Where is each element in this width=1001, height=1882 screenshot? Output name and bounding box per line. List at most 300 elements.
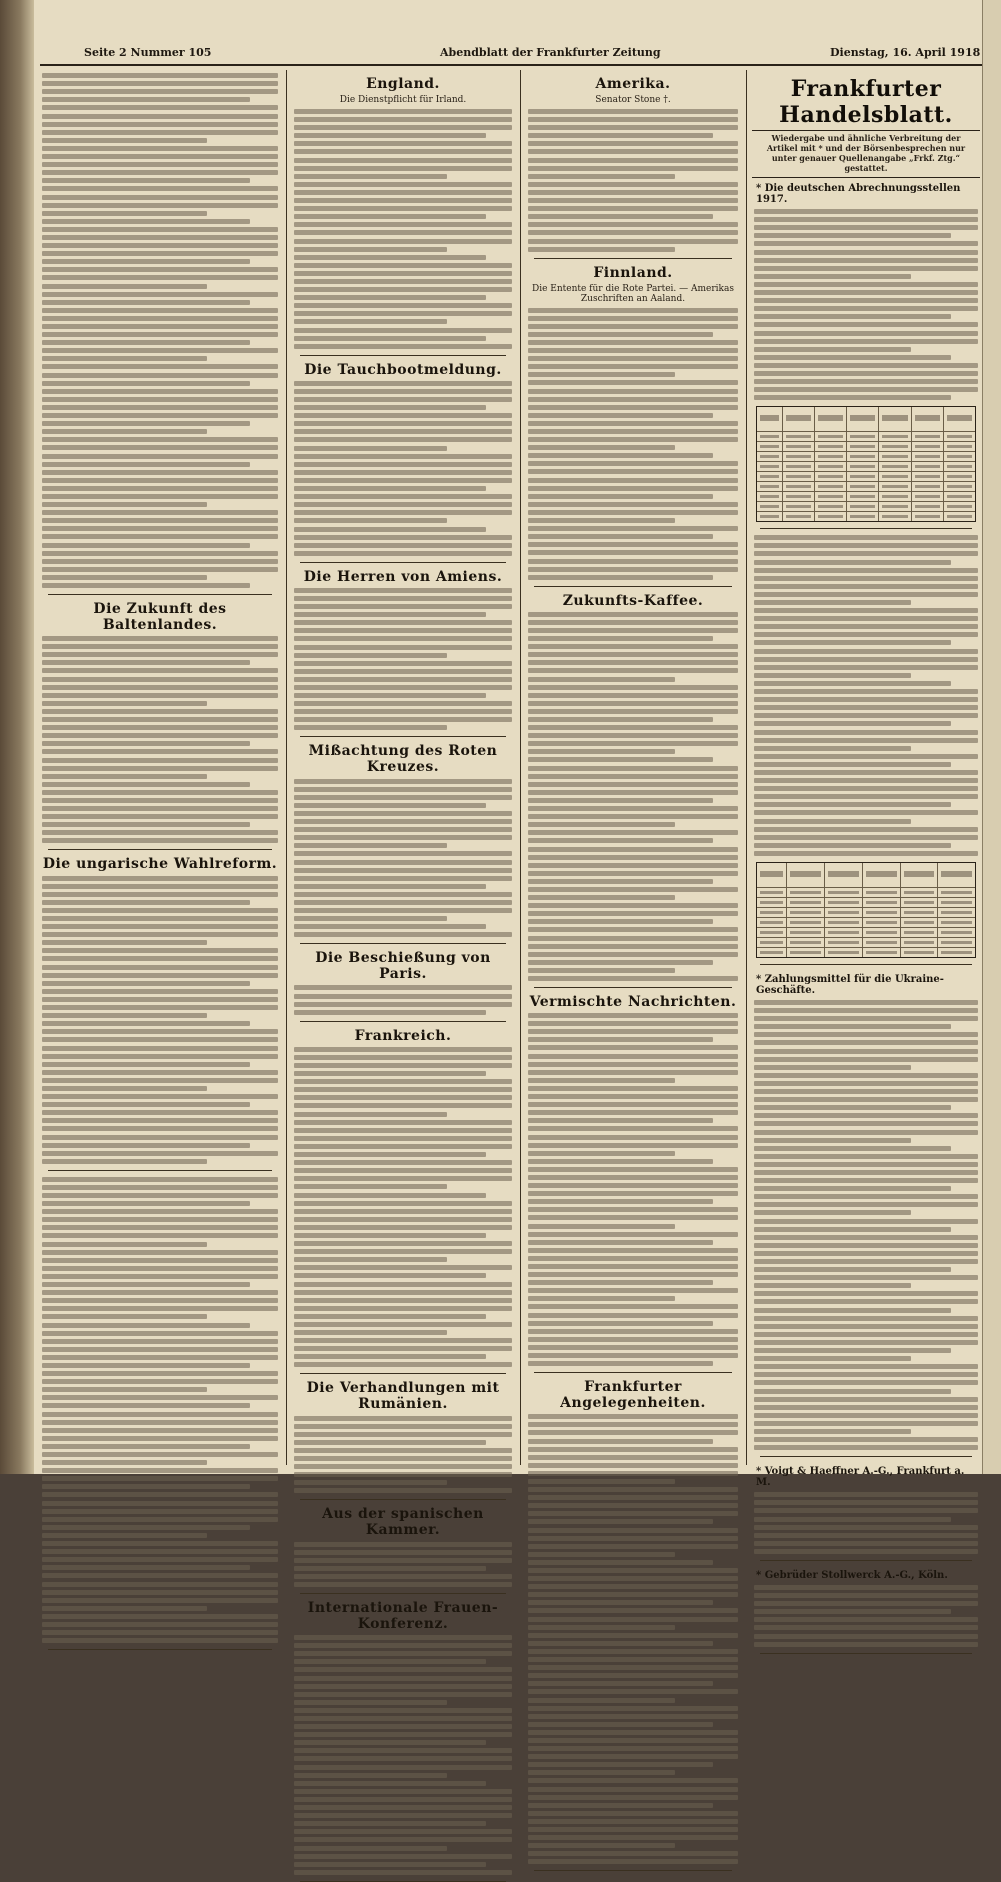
text-line	[528, 1224, 675, 1229]
text-line	[528, 1183, 738, 1188]
text-line	[528, 1102, 738, 1107]
text-line	[42, 830, 278, 835]
article-body	[40, 73, 280, 588]
book-binding	[0, 0, 34, 1474]
text-line	[294, 1635, 512, 1640]
text-line	[42, 534, 278, 539]
text-line	[528, 1528, 738, 1533]
text-line	[294, 1193, 486, 1198]
text-line	[294, 405, 486, 410]
text-line	[754, 810, 978, 815]
text-line	[528, 1568, 738, 1573]
text-line	[754, 355, 951, 360]
text-line	[528, 1649, 738, 1654]
text-line	[42, 1557, 278, 1562]
statistics-table	[756, 862, 976, 958]
text-line	[528, 1045, 738, 1050]
text-line	[528, 1037, 713, 1042]
text-line	[528, 1264, 738, 1269]
text-line	[294, 892, 512, 897]
text-line	[528, 445, 675, 450]
text-line	[294, 1472, 512, 1477]
text-line	[42, 876, 278, 881]
text-line	[42, 1177, 278, 1182]
text-line	[528, 952, 738, 957]
text-line	[528, 575, 713, 580]
text-line	[42, 1201, 250, 1206]
text-line	[42, 1005, 278, 1010]
text-line	[294, 1282, 512, 1287]
text-line	[42, 251, 278, 256]
text-line	[528, 125, 738, 130]
text-line	[294, 1314, 486, 1319]
text-line	[42, 316, 278, 321]
text-line	[294, 1225, 512, 1230]
text-line	[528, 1207, 738, 1212]
text-line	[528, 871, 738, 876]
text-line	[754, 1332, 978, 1337]
text-line	[42, 1151, 278, 1156]
text-line	[294, 311, 512, 316]
text-line	[528, 380, 738, 385]
article-subheadline: Senator Stone †.	[595, 95, 671, 105]
text-line	[42, 1159, 207, 1164]
text-line	[42, 356, 207, 361]
text-line	[528, 798, 713, 803]
text-line	[42, 1339, 278, 1344]
text-line	[42, 668, 278, 673]
text-line	[528, 1495, 738, 1500]
text-line	[42, 203, 278, 208]
text-line	[754, 1437, 978, 1442]
text-line	[42, 749, 278, 754]
text-line	[754, 241, 978, 246]
text-line	[528, 1673, 738, 1678]
text-line	[42, 1420, 278, 1425]
text-line	[42, 235, 278, 240]
text-line	[42, 1573, 278, 1578]
text-line	[42, 1029, 278, 1034]
text-line	[528, 1592, 738, 1597]
text-line	[528, 1487, 738, 1492]
text-line	[42, 421, 250, 426]
text-line	[294, 454, 512, 459]
text-line	[528, 1422, 738, 1427]
text-line	[42, 308, 278, 313]
text-line	[528, 1770, 675, 1775]
text-line	[754, 746, 911, 751]
text-line	[528, 356, 738, 361]
text-line	[754, 1500, 978, 1505]
article-body	[526, 308, 740, 580]
text-line	[754, 1299, 978, 1304]
text-line	[528, 960, 713, 965]
text-line	[294, 1582, 512, 1587]
text-line	[528, 214, 713, 219]
text-line	[528, 806, 738, 811]
text-line	[42, 1126, 278, 1131]
text-line	[42, 146, 278, 151]
text-line	[42, 1444, 250, 1449]
text-line	[754, 1008, 978, 1013]
text-line	[754, 827, 978, 832]
text-line	[294, 1346, 512, 1351]
article-body	[292, 1542, 514, 1587]
article-body	[526, 612, 740, 981]
text-line	[42, 956, 278, 961]
text-line	[42, 97, 250, 102]
text-line	[528, 1118, 713, 1123]
section-divider	[760, 528, 972, 529]
text-line	[294, 636, 512, 641]
text-line	[42, 105, 278, 110]
text-line	[42, 725, 278, 730]
text-line	[42, 790, 278, 795]
text-line	[294, 900, 512, 905]
text-line	[528, 526, 738, 531]
text-line	[42, 292, 278, 297]
text-line	[294, 884, 486, 889]
section-divider	[300, 1593, 506, 1594]
text-line	[528, 668, 738, 673]
text-line	[42, 1622, 278, 1627]
text-line	[754, 387, 978, 392]
text-line	[528, 1021, 738, 1026]
article-body	[526, 1013, 740, 1366]
text-line	[528, 1175, 738, 1180]
text-line	[294, 916, 447, 921]
article-body	[752, 535, 980, 856]
text-line	[42, 1501, 278, 1506]
text-line	[528, 1576, 738, 1581]
article-headline: Frankreich.	[354, 1027, 452, 1044]
text-line	[528, 903, 738, 908]
text-line	[754, 1073, 978, 1078]
text-line	[42, 1225, 278, 1230]
text-line	[754, 1243, 978, 1248]
text-line	[42, 405, 278, 410]
text-line	[294, 381, 512, 386]
text-line	[528, 1439, 713, 1444]
text-line	[754, 1178, 978, 1183]
text-line	[528, 725, 738, 730]
section-divider	[534, 586, 732, 587]
text-line	[42, 1460, 207, 1465]
text-line	[294, 1424, 512, 1429]
text-line	[42, 324, 278, 329]
text-line	[42, 1331, 278, 1336]
column-1	[40, 70, 280, 1465]
text-line	[528, 1503, 738, 1508]
text-line	[42, 284, 207, 289]
text-line	[294, 653, 447, 658]
text-line	[754, 1617, 978, 1622]
text-line	[42, 130, 278, 135]
text-line	[294, 1870, 512, 1875]
text-line	[754, 584, 978, 589]
text-line	[294, 932, 512, 937]
text-line	[294, 1456, 512, 1461]
text-line	[528, 1625, 675, 1630]
text-line	[294, 588, 512, 593]
text-line	[42, 1525, 250, 1530]
text-line	[528, 1738, 738, 1743]
text-line	[42, 1314, 207, 1319]
text-line	[754, 225, 978, 230]
text-line	[754, 754, 978, 759]
article-headline: Die Verhandlungen mit Rumänien.	[306, 1380, 500, 1413]
text-line	[42, 1086, 207, 1091]
text-line	[528, 628, 738, 633]
text-line	[42, 373, 278, 378]
text-line	[528, 1329, 738, 1334]
text-line	[294, 462, 512, 467]
text-line	[294, 628, 512, 633]
text-line	[42, 1054, 278, 1059]
text-line	[754, 1316, 978, 1321]
text-line	[528, 1778, 738, 1783]
text-line	[754, 1283, 911, 1288]
text-line	[42, 1517, 278, 1522]
article-body	[40, 636, 280, 843]
text-line	[42, 445, 278, 450]
article-headline: * Gebrüder Stollwerck A.-G., Köln.	[756, 1569, 948, 1581]
text-line	[42, 340, 250, 345]
text-line	[42, 551, 278, 556]
section-divider	[300, 736, 506, 737]
text-line	[528, 830, 738, 835]
text-line	[528, 222, 738, 227]
text-line	[42, 267, 278, 272]
text-line	[294, 612, 486, 617]
text-line	[42, 1533, 207, 1538]
text-line	[528, 1361, 713, 1366]
text-line	[754, 395, 951, 400]
text-line	[528, 1126, 738, 1131]
text-line	[528, 1272, 738, 1277]
text-line	[294, 1241, 512, 1246]
text-line	[294, 1558, 512, 1563]
text-line	[42, 300, 250, 305]
text-line	[42, 1185, 278, 1190]
text-line	[294, 502, 512, 507]
text-line	[42, 1078, 278, 1083]
text-line	[42, 567, 278, 572]
text-line	[528, 1110, 738, 1115]
text-line	[294, 709, 512, 714]
text-line	[42, 965, 278, 970]
text-line	[528, 542, 738, 547]
text-line	[754, 250, 978, 255]
text-line	[754, 347, 911, 352]
text-line	[528, 1447, 738, 1452]
text-line	[294, 645, 512, 650]
text-line	[294, 851, 512, 856]
text-line	[528, 510, 738, 515]
article-subheadline: Die Entente für die Rote Partei. — Amerikas Zuschriften an Aaland.	[531, 283, 734, 304]
text-line	[42, 916, 278, 921]
text-line	[754, 258, 978, 263]
text-line	[42, 1412, 278, 1417]
text-line	[528, 1248, 738, 1253]
text-line	[42, 1638, 278, 1643]
text-line	[42, 884, 278, 889]
article-headline: * Zahlungsmittel für die Ukraine-Geschäfte.	[756, 973, 944, 996]
section-divider	[534, 1372, 732, 1373]
text-line	[294, 470, 512, 475]
text-line	[754, 363, 978, 368]
article-body	[292, 985, 514, 1014]
text-line	[294, 1265, 512, 1270]
text-line	[42, 1102, 250, 1107]
text-line	[294, 1176, 512, 1181]
text-line	[754, 1389, 951, 1394]
text-line	[754, 616, 978, 621]
text-line	[42, 973, 278, 978]
text-line	[754, 1397, 978, 1402]
text-line	[42, 462, 250, 467]
next-page-edge	[982, 0, 1001, 1474]
text-line	[528, 660, 738, 665]
text-line	[528, 1552, 675, 1557]
text-line	[754, 306, 978, 311]
text-line	[42, 227, 278, 232]
text-line	[528, 174, 675, 179]
text-line	[528, 198, 738, 203]
text-line	[528, 733, 738, 738]
text-line	[528, 1681, 713, 1686]
text-line	[754, 721, 951, 726]
text-line	[754, 543, 978, 548]
article-headline: England.	[366, 76, 440, 92]
text-line	[294, 835, 512, 840]
text-line	[294, 421, 512, 426]
text-line	[294, 1542, 512, 1547]
section-divider	[300, 1499, 506, 1500]
text-line	[754, 1445, 978, 1450]
text-line	[42, 693, 278, 698]
text-line	[754, 298, 978, 303]
text-line	[294, 819, 512, 824]
article-body	[752, 1492, 980, 1554]
section-divider	[534, 987, 732, 988]
text-line	[294, 328, 512, 333]
text-line	[42, 1242, 207, 1247]
text-line	[294, 535, 512, 540]
text-line	[42, 259, 250, 264]
text-line	[294, 1095, 512, 1100]
text-line	[528, 518, 675, 523]
text-line	[294, 1821, 486, 1826]
section-divider	[48, 849, 272, 850]
text-line	[42, 1614, 278, 1619]
text-line	[42, 1290, 278, 1295]
text-line	[754, 1170, 978, 1175]
text-line	[754, 624, 978, 629]
text-line	[754, 705, 978, 710]
text-line	[42, 502, 207, 507]
text-line	[754, 851, 978, 856]
text-line	[754, 551, 978, 556]
text-line	[42, 178, 250, 183]
text-line	[528, 1843, 675, 1848]
text-line	[528, 437, 738, 442]
text-line	[528, 1560, 713, 1565]
article-body	[292, 109, 514, 349]
text-line	[528, 1584, 738, 1589]
text-line	[42, 243, 278, 248]
text-line	[294, 1432, 512, 1437]
text-line	[754, 665, 978, 670]
text-line	[294, 787, 512, 792]
article-headline: * Die deutschen Abrechnungsstellen 1917.	[756, 183, 961, 205]
header-page-number: Seite 2 Nummer 105	[84, 46, 212, 59]
text-line	[294, 1480, 447, 1485]
article-body	[752, 1585, 980, 1647]
text-line	[42, 114, 278, 119]
text-line	[528, 316, 738, 321]
text-line	[294, 1362, 512, 1367]
text-line	[42, 782, 250, 787]
text-line	[754, 1154, 978, 1159]
text-line	[294, 1756, 512, 1761]
text-line	[42, 211, 207, 216]
text-line	[528, 421, 738, 426]
text-line	[754, 762, 951, 767]
text-line	[42, 932, 278, 937]
text-line	[294, 779, 512, 784]
text-line	[42, 1387, 207, 1392]
text-line	[528, 838, 713, 843]
text-line	[42, 1110, 278, 1115]
text-line	[528, 1167, 738, 1172]
text-line	[294, 827, 512, 832]
text-line	[42, 1379, 278, 1384]
text-line	[42, 486, 278, 491]
text-line	[754, 1380, 978, 1385]
text-line	[294, 247, 447, 252]
text-line	[528, 348, 738, 353]
text-line	[528, 1013, 738, 1018]
column-2	[292, 70, 514, 1632]
section-divider	[48, 1170, 272, 1171]
text-line	[42, 73, 278, 78]
text-line	[754, 1259, 978, 1264]
text-line	[294, 198, 512, 203]
section-divider	[534, 258, 732, 259]
text-line	[754, 657, 978, 662]
text-line	[42, 138, 207, 143]
text-line	[528, 1657, 738, 1662]
text-line	[528, 1321, 713, 1326]
text-line	[294, 1550, 512, 1555]
text-line	[528, 567, 738, 572]
text-line	[754, 649, 978, 654]
column-4	[752, 70, 980, 1581]
text-line	[528, 1787, 738, 1792]
text-line	[42, 1266, 278, 1271]
article-body	[292, 1635, 514, 1875]
text-line	[42, 1565, 250, 1570]
text-line	[294, 994, 512, 999]
text-line	[528, 766, 738, 771]
text-line	[294, 985, 512, 990]
text-line	[754, 217, 978, 222]
text-line	[42, 583, 250, 588]
text-line	[754, 1405, 978, 1410]
text-line	[42, 981, 250, 986]
text-line	[42, 332, 278, 337]
